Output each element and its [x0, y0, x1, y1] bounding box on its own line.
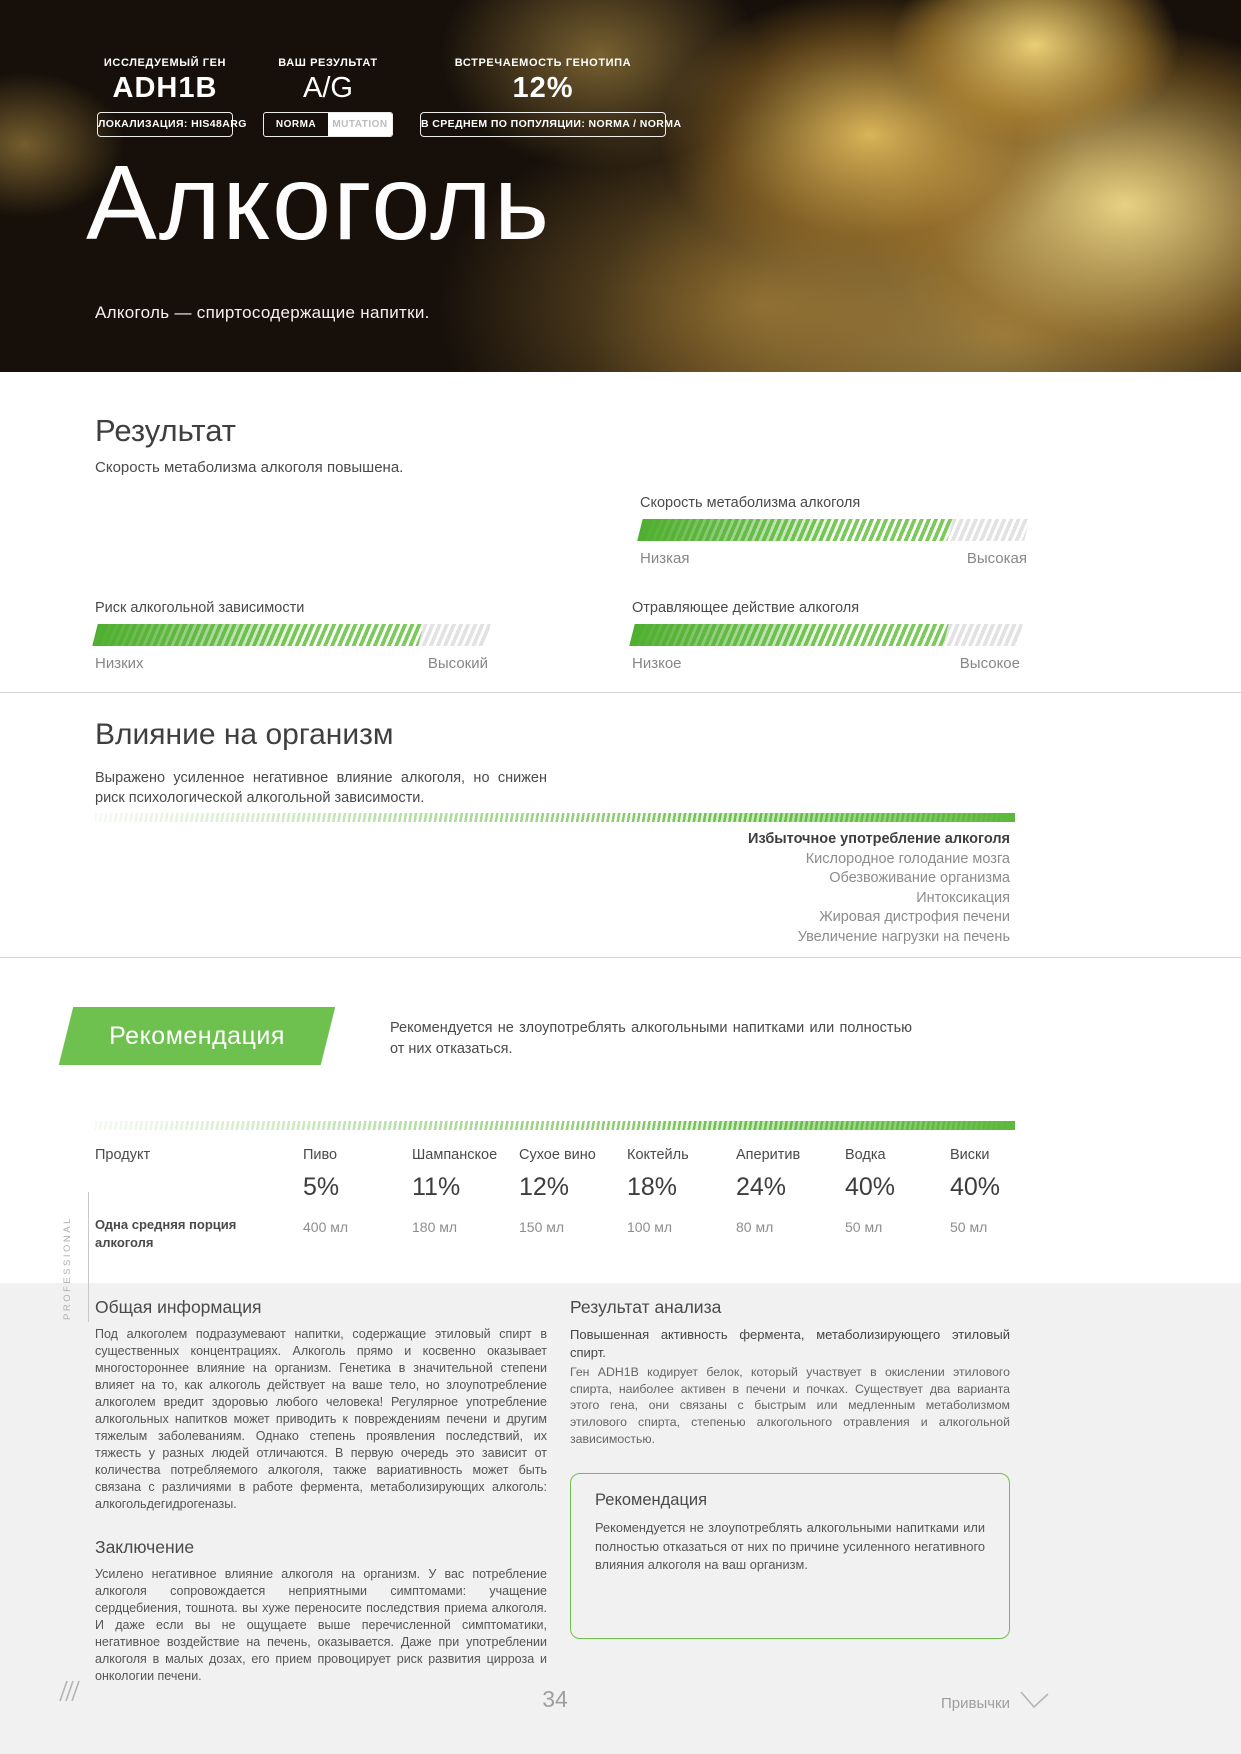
bar-scale-low: Низкая [640, 550, 690, 567]
professional-side-label: PROFESSIONAL [62, 1216, 73, 1320]
hero-header [0, 0, 1241, 372]
product-name: Виски [950, 1147, 990, 1163]
metabolism-speed-bar [640, 495, 1027, 567]
bar-scale-low: Низкое [632, 655, 682, 672]
recommendation-text: Рекомендуется не злоупотреблять алкогольными напитками или полностью от них отказаться. [390, 1020, 912, 1058]
gene-value: ADH1B [112, 72, 218, 104]
norma-mutation-toggle [263, 112, 393, 137]
product-col-vodka [845, 1147, 949, 1235]
section-divider [0, 957, 1241, 958]
product-volume: 80 мл [736, 1219, 774, 1235]
gene-label: ИССЛЕДУЕМЫЙ ГЕН [103, 57, 227, 69]
bar-label: Риск алкогольной зависимости [95, 600, 305, 616]
effect-item: Жировая дистрофия печени [819, 909, 1010, 925]
influence-title: Влияние на организм [95, 718, 394, 751]
footer-chevron-decoration [1020, 1690, 1050, 1715]
bar-fill [637, 519, 952, 541]
toggle-mutation: MUTATION [328, 113, 392, 136]
product-col-whisky [950, 1147, 1054, 1235]
frequency-panel [420, 57, 682, 137]
product-percent: 5% [303, 1173, 340, 1201]
gene-localization-badge: ЛОКАЛИЗАЦИЯ: HIS48ARG [97, 112, 233, 137]
product-volume: 150 мл [519, 1219, 565, 1235]
analysis-title: Результат анализа [570, 1297, 722, 1317]
frequency-label: ВСТРЕЧАЕМОСТЬ ГЕНОТИПА [454, 57, 632, 69]
general-info-title: Общая информация [95, 1297, 262, 1317]
bar-fill [92, 624, 424, 646]
bar-scale-high: Высокий [427, 655, 488, 672]
bar-track [629, 624, 1022, 646]
effects-list [500, 830, 1010, 947]
product-percent: 24% [736, 1173, 787, 1201]
footer-section-name: Привычки [940, 1695, 1010, 1712]
bar-track [637, 519, 1029, 541]
recommendation-banner [59, 1007, 335, 1065]
bar-rest [418, 624, 490, 646]
product-name: Коктейль [627, 1147, 689, 1163]
toggle-norma: NORMA [275, 119, 317, 130]
product-name: Водка [845, 1147, 886, 1163]
product-name: Сухое вино [519, 1147, 596, 1163]
frequency-value: 12% [512, 72, 574, 104]
product-col-champagne [412, 1147, 516, 1235]
product-percent: 40% [845, 1173, 896, 1201]
effect-item: Увеличение нагрузки на печень [797, 928, 1010, 945]
conclusion-title: Заключение [95, 1537, 195, 1557]
result-panel [263, 57, 393, 137]
product-volume: 400 мл [303, 1219, 349, 1235]
side-rule [88, 1192, 89, 1322]
effect-item: Кислородное голодание мозга [805, 850, 1010, 867]
bar-rest [947, 519, 1030, 541]
gene-panel [97, 57, 247, 137]
effect-item: Обезвоживание организма [829, 870, 1010, 886]
population-badge: В СРЕДНЕМ ПО ПОПУЛЯЦИИ: NORMA / NORMA [420, 112, 666, 137]
page-subtitle: Алкоголь — спиртосодержащие напитки. [95, 303, 430, 322]
bar-scale [640, 550, 1027, 567]
green-strip [95, 813, 1015, 822]
effect-item: Интоксикация [916, 889, 1010, 906]
influence-text: Выражено усиленное негативное влияние алкоголя, но снижен риск психологической алкогольной зависимости. [95, 770, 547, 807]
product-volume: 100 мл [627, 1219, 673, 1235]
result-value: A/G [303, 72, 353, 104]
bar-scale [95, 655, 488, 672]
portion-label: Одна средняя порция алкоголя [95, 1217, 237, 1250]
product-percent: 40% [950, 1173, 1001, 1201]
recommendation-box-title: Рекомендация [595, 1491, 708, 1509]
bar-scale [632, 655, 1020, 672]
toxicity-bar [632, 600, 1020, 672]
product-volume: 50 мл [950, 1219, 988, 1235]
product-percent: 12% [519, 1173, 570, 1201]
result-section-title: Результат [95, 413, 236, 448]
recommendation-banner-title: Рекомендация [109, 1022, 285, 1050]
recommendation-box [570, 1473, 1010, 1639]
product-col-aperitif [736, 1147, 840, 1235]
recommendation-box-text: Рекомендуется не злоупотреблять алкогольными напитками или полностью отказаться от них по причине усиленного негативного влияния алкоголя на ваш организм. [595, 1520, 985, 1573]
bar-scale-high: Высокое [959, 655, 1020, 672]
conclusion-text: Усилено негативное влияние алкоголя на организм. У вас потребление алкоголя сопровождается неприятными симптомами: учащение сердцебиения, тошнота. вы хуже переносите последствия приема алкоголя. И даже если вы не ощущаете выше перечисленной симптоматики, негативное воздействие на печень, оказывается. Даже при употреблении алкоголя в малых дозах, его прием провоцирует риск развития цирроза и онкологии печени. [95, 1567, 547, 1683]
result-summary: Скорость метаболизма алкоголя повышена. [95, 459, 404, 476]
product-name: Аперитив [736, 1147, 801, 1163]
result-label: ВАШ РЕЗУЛЬТАТ [278, 57, 378, 69]
product-col-cocktail [627, 1147, 731, 1235]
product-col-beer [303, 1147, 407, 1235]
bar-label: Отравляющее действие алкоголя [632, 600, 860, 616]
green-strip [95, 1121, 1015, 1130]
dependence-risk-bar [95, 600, 488, 672]
product-percent: 11% [412, 1173, 461, 1201]
bar-scale-low: Низких [95, 655, 144, 672]
effect-item: Избыточное употребление алкоголя [748, 831, 1010, 847]
product-name: Пиво [303, 1147, 338, 1163]
bar-track [92, 624, 490, 646]
page-title: Алкоголь [86, 144, 552, 262]
product-name: Шампанское [412, 1147, 498, 1163]
product-col-dry-wine [519, 1147, 623, 1235]
page-number: 34 [542, 1686, 568, 1712]
analysis-lead: Повышенная активность фермента, метаболизирующего этиловый спирт. [570, 1327, 1010, 1360]
general-info-text: Под алкоголем подразумевают напитки, содержащие этиловый спирт в существенных концентрациях. Алкоголь прямо и косвенно оказывает многостороннее влияние на организм. Генетика в значительной степени влияет на то, как алкоголь действует на ваше тело, но злоупотребление алкоголем вредит здоровью любого человека! Регулярное употребление алкогольных напитков может приводить к повреждениям печени и другим тяжелым заболеваниям. Однако степень проявления последствий, их тяжесть у разных людей отличаются. В первую очередь это зависит от количества потребляемого алкоголя, также вариативность может быть связана с различиями в работе фермента, метаболизирующих алкоголь: алкогольдегидрогеназы. [95, 1327, 547, 1511]
products-col-header: Продукт [95, 1147, 151, 1163]
bar-fill [629, 624, 949, 646]
product-percent: 18% [627, 1173, 678, 1201]
product-volume: 50 мл [845, 1219, 883, 1235]
bar-rest [944, 624, 1023, 646]
analysis-text: Ген ADH1B кодирует белок, который участвует в окислении этилового спирта, наиболее активен в печени и почках. Существует два варианта этого гена, они связаны с быстрым или медленным метаболизмом этилового спирта, степенью алкогольного отравления и алкогольной зависимостью. [570, 1365, 1010, 1446]
bar-scale-high: Высокая [966, 550, 1027, 567]
bar-label: Скорость метаболизма алкоголя [640, 495, 861, 511]
product-volume: 180 мл [412, 1219, 458, 1235]
section-divider [0, 692, 1241, 693]
